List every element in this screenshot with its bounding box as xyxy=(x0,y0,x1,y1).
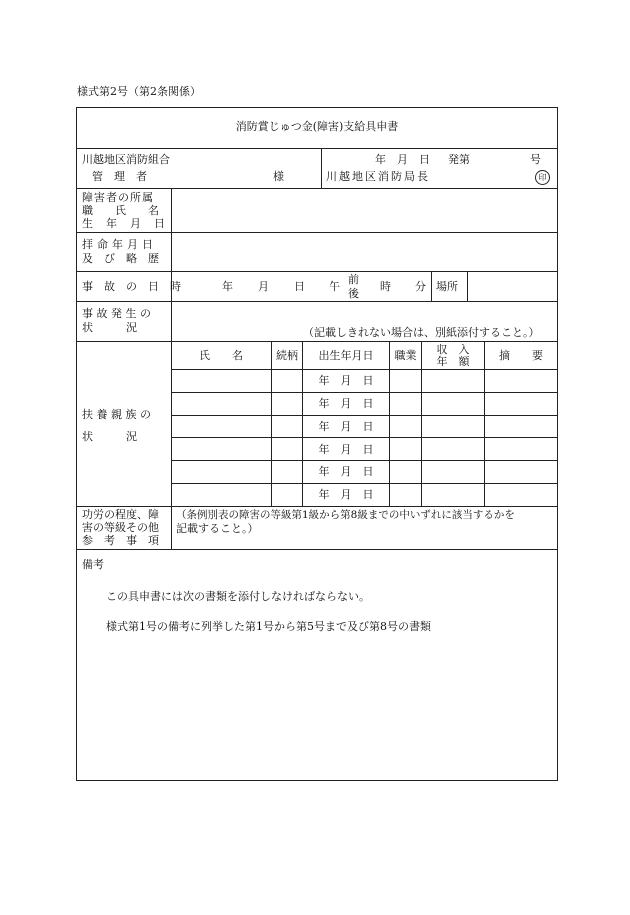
form-title: 消防賞じゅつ金(障害)支給具申書 xyxy=(235,120,399,133)
recipient-org: 川越地区消防組合 xyxy=(82,153,170,166)
issue-date: 年 月 日 xyxy=(375,153,430,166)
career-label-1: 拝命年月日 xyxy=(82,238,157,251)
remarks-line-1: この具申書には次の書類を添付しなければならない。 xyxy=(106,590,370,603)
remarks-label: 備考 xyxy=(82,558,104,571)
remarks-line-2: 様式第1号の備考に列挙した第1号から第5号まで及び第8号の書類 xyxy=(106,620,431,633)
issue-number-prefix: 発第 xyxy=(448,153,470,166)
dependent-birthdate: 年 月 日 xyxy=(318,443,374,456)
dependents-label-1: 扶 養 親 族 の xyxy=(82,408,151,421)
accident-hour: 時 xyxy=(380,280,391,293)
accident-minute: 分 xyxy=(415,280,426,293)
accident-month: 月 xyxy=(258,280,269,293)
accident-pm: 後 xyxy=(348,287,359,300)
place-label: 場所 xyxy=(436,280,458,293)
dependent-birthdate: 年 月 日 xyxy=(318,488,374,501)
merit-label-2: 害の等級その他 xyxy=(82,521,159,534)
header-birthdate: 出生年月日 xyxy=(318,349,374,362)
merit-label-1: 功労の程度、障 xyxy=(82,508,159,521)
header-remarks: 摘 要 xyxy=(499,349,543,362)
dependent-birthdate: 年 月 日 xyxy=(318,397,374,410)
accident-day: 日 xyxy=(294,280,305,293)
accident-datetime-label: 事 故 の 日 時 xyxy=(82,280,181,293)
career-label-2: 及 び 略 歴 xyxy=(82,252,159,265)
dependents-label-2: 状 況 xyxy=(82,430,137,443)
header-occupation: 職業 xyxy=(394,349,417,362)
name-label: 職 氏 名 xyxy=(82,204,159,217)
header-income-1: 収 入 xyxy=(436,343,470,356)
merit-note-2: 記載すること。） xyxy=(176,522,259,535)
situation-label-1: 事 故 発 生 の xyxy=(82,307,151,320)
dependent-birthdate: 年 月 日 xyxy=(318,420,374,433)
header-income-2: 年 額 xyxy=(436,355,470,368)
accident-year: 年 xyxy=(222,280,233,293)
recipient-manager: 管 理 者 xyxy=(92,170,147,183)
dependent-birthdate: 年 月 日 xyxy=(318,374,374,387)
affiliation-label: 障害者の所属 xyxy=(82,191,154,204)
recipient-honorific: 様 xyxy=(273,170,284,183)
dependent-birthdate: 年 月 日 xyxy=(318,465,374,478)
form-id: 様式第2号（第2条関係） xyxy=(77,85,201,98)
merit-label-3: 参 考 事 項 xyxy=(82,534,159,547)
issue-number-suffix: 号 xyxy=(530,153,541,166)
situation-note: （記載しきれない場合は、別紙添付すること。） xyxy=(303,326,540,339)
issuer-chief: 川越地区消防局長 xyxy=(326,170,430,183)
birthdate-label: 生 年 月 日 xyxy=(82,217,166,230)
accident-gozen: 午 xyxy=(329,280,340,293)
header-name: 氏 名 xyxy=(199,349,243,362)
accident-am: 前 xyxy=(348,273,359,286)
seal-icon: 印 xyxy=(535,170,550,185)
situation-label-2: 状 況 xyxy=(82,321,137,334)
merit-note-1: （条例別表の障害の等級第1級から第8級までの中いずれに該当するかを xyxy=(176,509,515,521)
header-relation: 続柄 xyxy=(276,349,298,362)
